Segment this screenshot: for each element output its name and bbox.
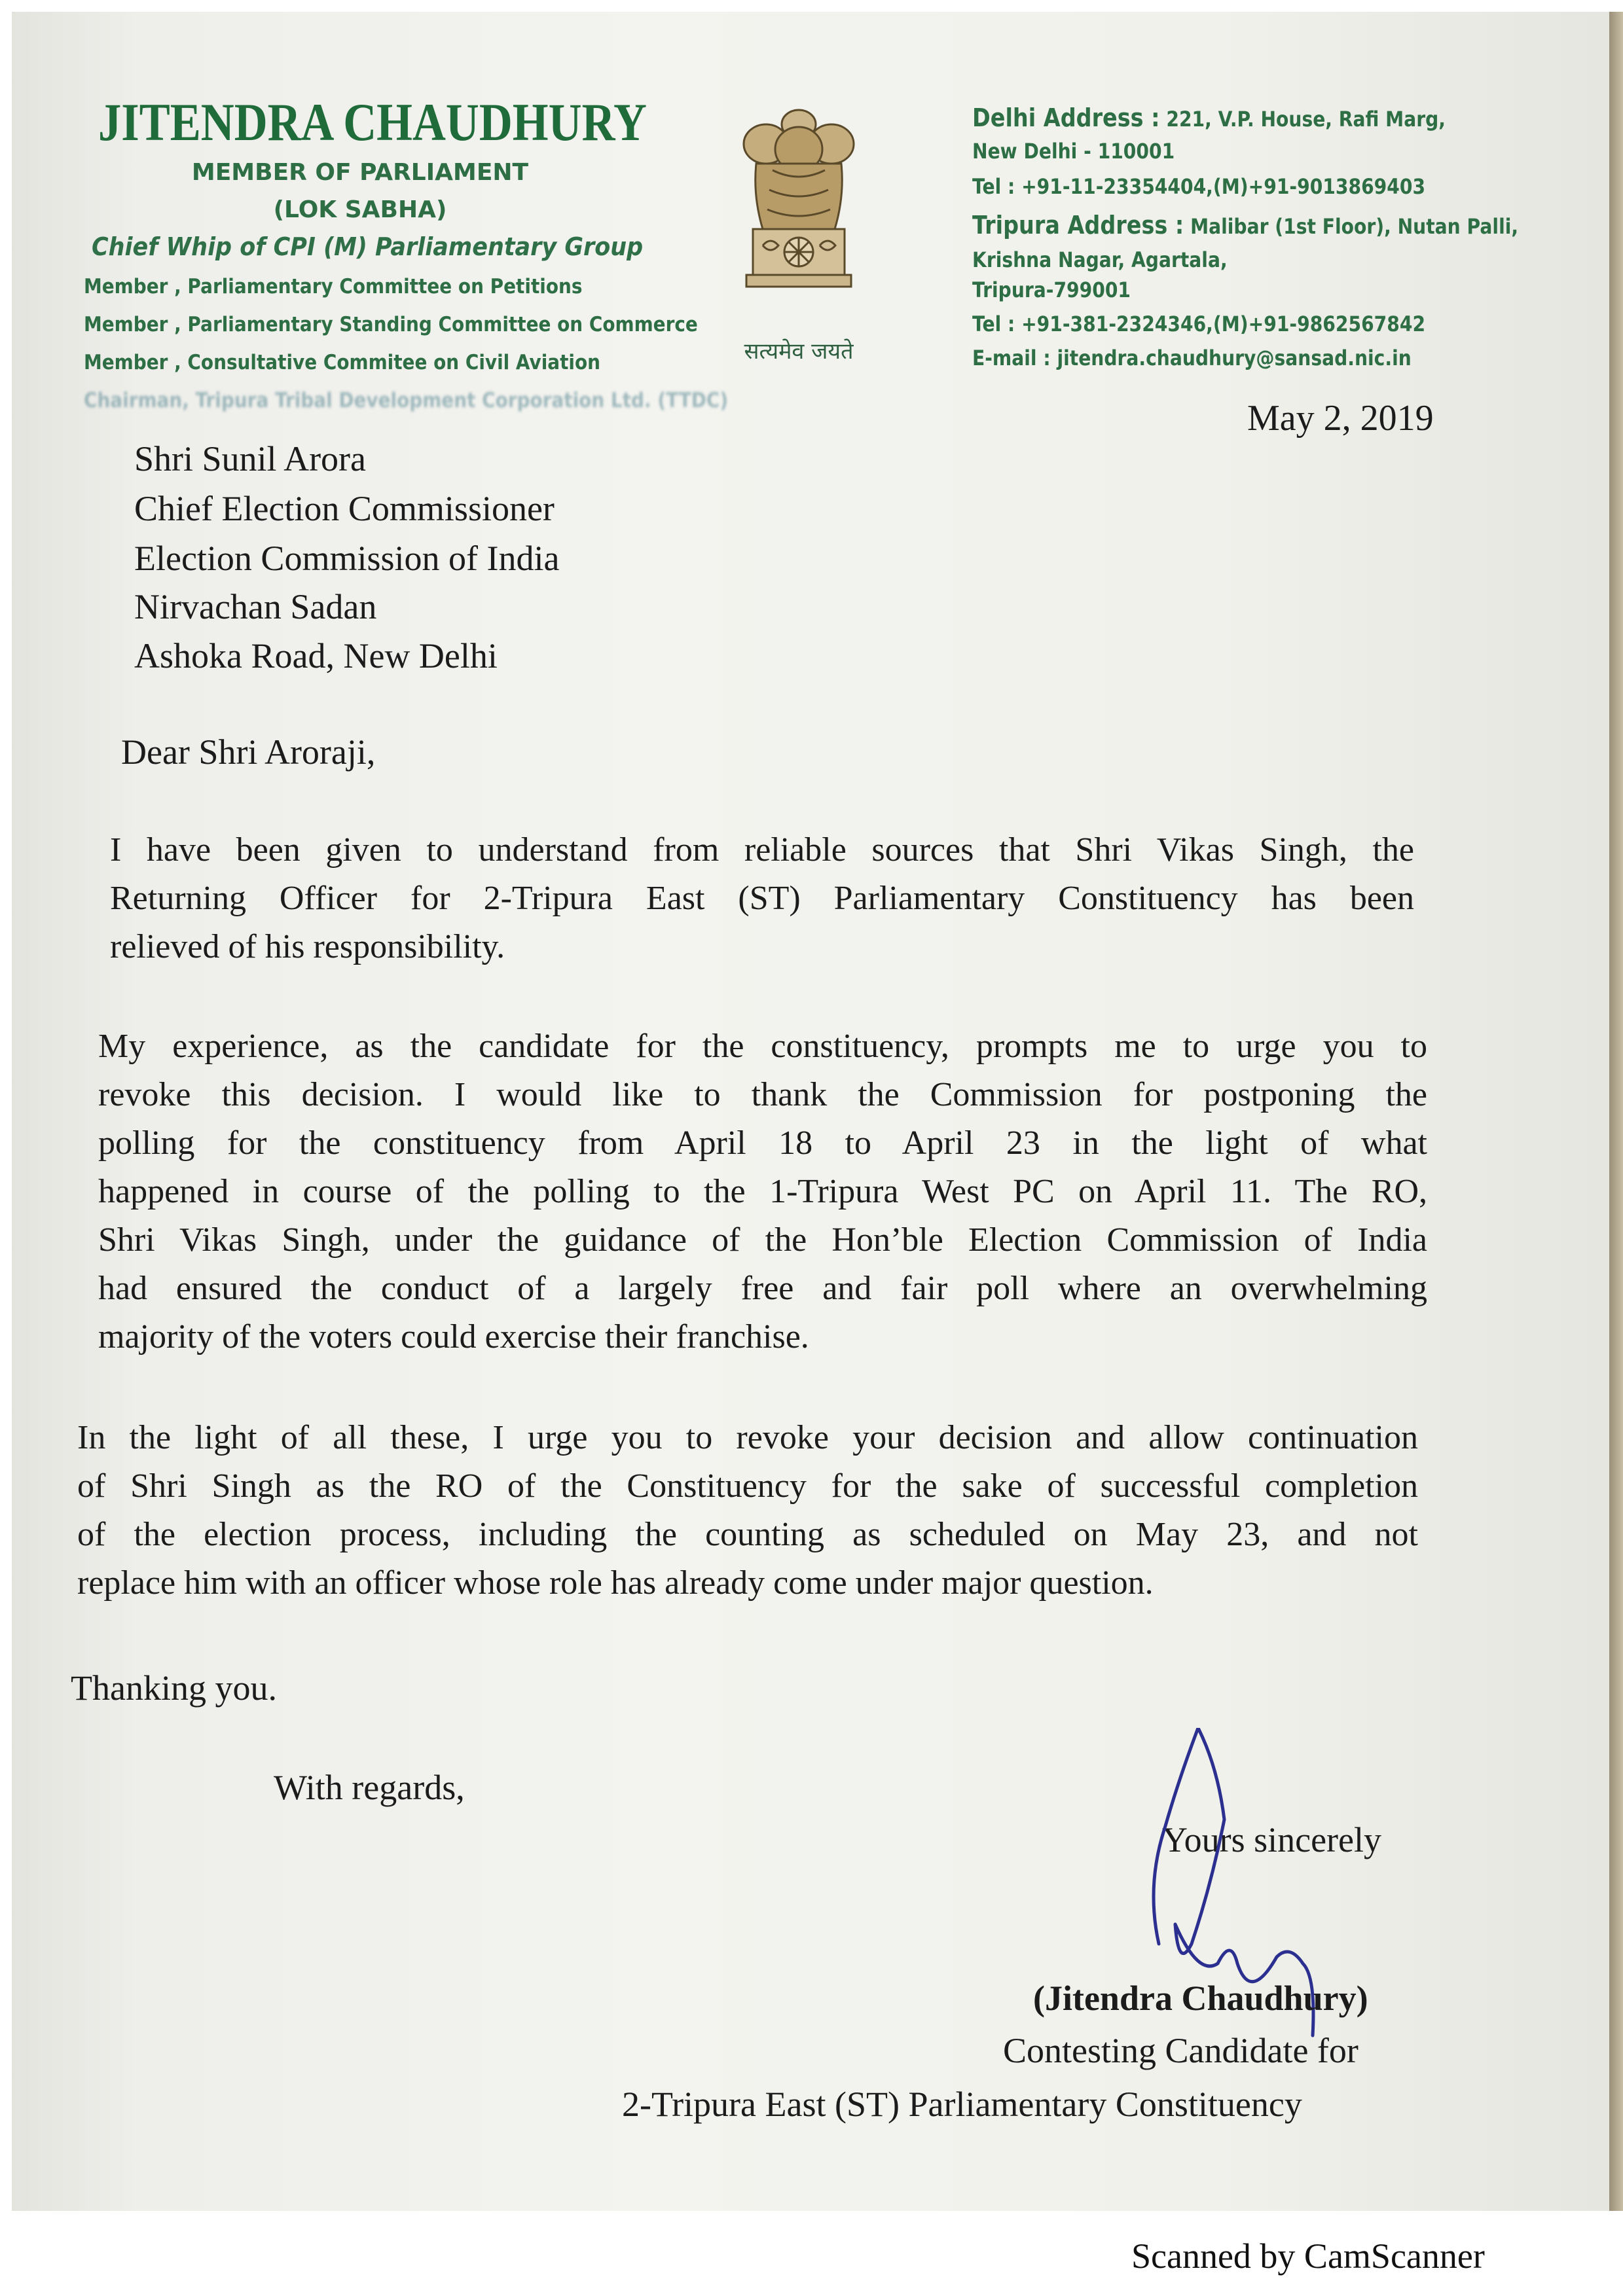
recipient-line: Shri Sunil Arora [134, 439, 367, 478]
paragraph-3 [77, 1414, 1418, 1607]
emblem-motto: सत्यमेव जयते [744, 338, 854, 365]
scanner-watermark: Scanned by CamScanner [1131, 2236, 1485, 2276]
tripura-address-line-2: Krishna Nagar, Agartala, [972, 247, 1228, 272]
delhi-address-line-2: New Delhi - 110001 [972, 139, 1175, 164]
paragraph-line: revoke this decision. I would like to thank the Commission for postponing the [98, 1076, 1427, 1113]
thanks-line: Thanking you. [71, 1668, 277, 1708]
paragraph-line: Returning Officer for 2-Tripura East (ST) Parliamentary Constituency has been [110, 880, 1414, 917]
delhi-address-label: Delhi Address : [972, 103, 1160, 132]
recipient-line: Nirvachan Sadan [134, 587, 377, 626]
paragraph-line: of the election process, including the counting as scheduled on May 23, and not [77, 1516, 1418, 1553]
recipient-line: Chief Election Commissioner [134, 489, 555, 528]
tripura-phone: Tel : +91-381-2324346,(M)+91-9862567842 [972, 312, 1426, 336]
delhi-address-value: 221, V.P. House, Rafi Marg, [1166, 107, 1446, 132]
paragraph-line: relieved of his responsibility. [110, 928, 505, 965]
letterhead-membership: Member , Parliamentary Committee on Petitions [84, 275, 583, 298]
paragraph-line: happened in course of the polling to the 1-Tripura West PC on April 11. The RO, [98, 1173, 1427, 1210]
letterhead-title: MEMBER OF PARLIAMENT [191, 159, 529, 186]
delhi-phone: Tel : +91-11-23354404,(M)+91-9013869403 [972, 174, 1426, 199]
signatory-role: Contesting Candidate for [1003, 2031, 1359, 2070]
tripura-address-line [972, 211, 1518, 240]
tripura-address-label: Tripura Address : [972, 211, 1184, 240]
letterhead-redacted-line: Chairman, Tripura Tribal Development Corporation Ltd. (TTDC) [84, 389, 729, 412]
letterhead-role: Chief Whip of CPI (M) Parliamentary Group [92, 232, 644, 261]
paragraph-line: replace him with an officer whose role has already come under major question. [77, 1564, 1154, 1602]
closing-line: Yours sincerely [1162, 1820, 1381, 1859]
paragraph-1 [110, 826, 1414, 971]
paragraph-line: I have been given to understand from reliable sources that Shri Vikas Singh, the [110, 831, 1414, 869]
paragraph-line: majority of the voters could exercise their franchise. [98, 1318, 809, 1355]
letterhead-membership: Member , Parliamentary Standing Committee on Commerce [84, 313, 698, 336]
signatory-name: (Jitendra Chaudhury) [1033, 1979, 1368, 2018]
letterhead-membership: Member , Consultative Commitee on Civil Aviation [84, 351, 601, 374]
paragraph-line: My experience, as the candidate for the constituency, prompts me to urge you to [98, 1028, 1427, 1065]
email-address: E-mail : jitendra.chaudhury@sansad.nic.in [972, 346, 1412, 370]
national-emblem-icon [727, 98, 871, 334]
tripura-address-line-3: Tripura-799001 [972, 278, 1131, 302]
signatory-constituency: 2-Tripura East (ST) Parliamentary Constituency [622, 2085, 1302, 2124]
salutation: Dear Shri Aroraji, [121, 732, 376, 772]
recipient-line: Election Commission of India [134, 539, 560, 578]
regards-line: With regards, [274, 1768, 465, 1807]
paragraph-line: had ensured the conduct of a largely free and fair poll where an overwhelming [98, 1270, 1427, 1307]
recipient-line: Ashoka Road, New Delhi [134, 636, 498, 675]
letterhead-house: (LOK SABHA) [273, 196, 447, 223]
paragraph-line: In the light of all these, I urge you to revoke your decision and allow continuation [77, 1419, 1418, 1456]
desk-edge [1609, 12, 1623, 2211]
paragraph-2 [98, 1022, 1427, 1361]
paragraph-line: polling for the constituency from April 18 to April 23 in the light of what [98, 1124, 1427, 1162]
tripura-address-value: Malibar (1st Floor), Nutan Palli, [1190, 214, 1519, 239]
paragraph-line: of Shri Singh as the RO of the Constituency for the sake of successful completion [77, 1467, 1418, 1505]
delhi-address-line [972, 103, 1446, 132]
paragraph-line: Shri Vikas Singh, under the guidance of the Hon’ble Election Commission of India [98, 1221, 1427, 1259]
letter-date: May 2, 2019 [1247, 398, 1434, 439]
letterhead-name: JITENDRA CHAUDHURY [98, 92, 647, 152]
